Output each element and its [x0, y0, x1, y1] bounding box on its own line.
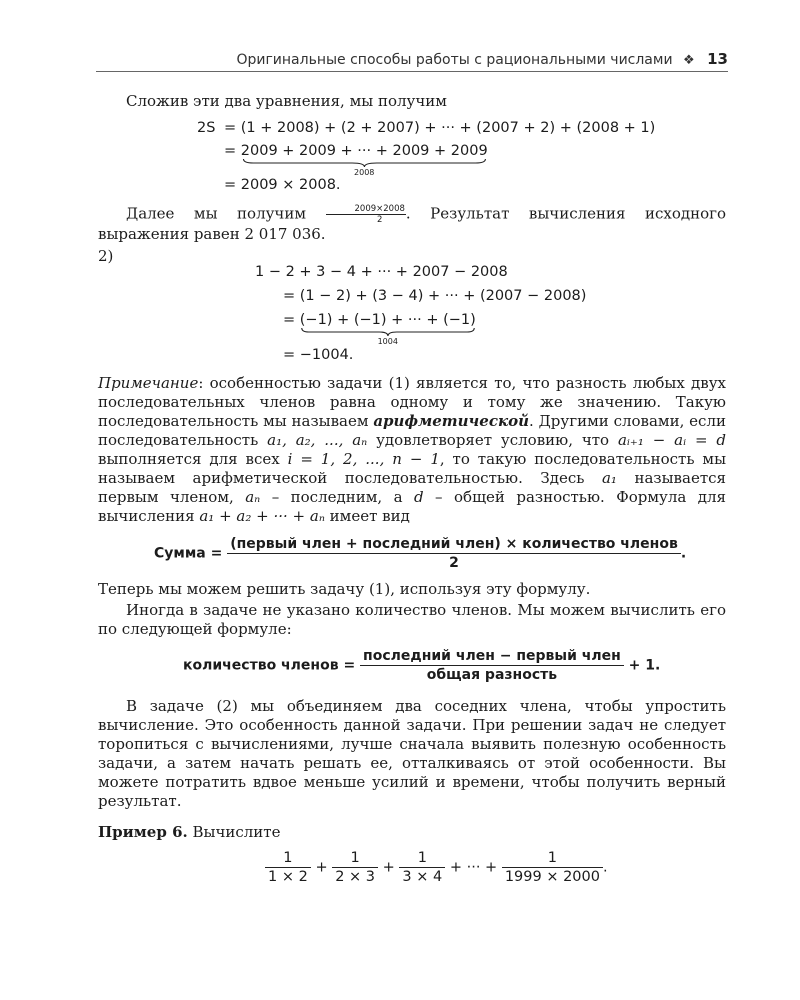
note-a1: a₁	[601, 469, 617, 487]
result-fraction	[326, 204, 406, 225]
formula2-den: общая разность	[426, 667, 558, 683]
example-heading	[98, 823, 726, 842]
note-seq: a₁, a₂, ..., aₙ	[267, 431, 368, 449]
formula2-num: последний член − первый член	[360, 648, 624, 666]
note-p5: , то такую последовательность мы называем арифметической последовательностью. Здесь	[98, 450, 727, 487]
formula1-lhs: Сумма =	[154, 545, 223, 562]
eq1-line2-brace-text: 2009 + 2009 + ··· + 2009 + 2009	[240, 143, 488, 159]
plus-1: +	[315, 859, 328, 876]
t4-num: 1	[502, 850, 603, 868]
plus-dots: + ··· +	[449, 859, 498, 876]
t3-num: 1	[399, 850, 445, 868]
example-term-2	[332, 850, 378, 885]
t2-num: 1	[332, 850, 378, 868]
header-title: Оригинальные способы работы с рациональными числами	[236, 52, 673, 68]
note-term: арифметической	[373, 412, 530, 430]
note-cond: aᵢ₊₁ − aᵢ = d	[617, 431, 726, 449]
formula1-end: .	[680, 545, 687, 562]
eq2-line3	[283, 312, 476, 346]
note-p8: – общей разностью. Формула для вычисления	[98, 488, 726, 525]
eq2-underbrace-group	[299, 312, 476, 346]
eq2-line1: 1 − 2 + 3 − 4 + ··· + 2007 − 2008	[255, 264, 508, 280]
example-label: Пример 6.	[98, 823, 188, 841]
underbrace-icon	[241, 158, 488, 168]
note-p4: выполняется для всех	[98, 450, 288, 468]
paragraph-count: Иногда в задаче не указано количество членов. Мы можем вычислить его по следующей формуле:	[98, 601, 726, 638]
eq1-under-label: 2008	[354, 168, 375, 177]
result-frac-den: 2	[377, 215, 383, 225]
note-p9: имеет вид	[324, 507, 410, 525]
formula2-fraction	[360, 648, 624, 683]
t2-den: 2 × 3	[335, 869, 376, 885]
eq1-lhs: 2S	[197, 120, 216, 136]
formula-example6	[265, 850, 608, 885]
note-p6: называется первым членом,	[98, 469, 726, 506]
page-number: 13	[707, 50, 728, 68]
example-text: Вычислите	[187, 823, 281, 841]
header-rule	[96, 71, 728, 72]
paragraph-task2: В задаче (2) мы объединяем два соседних члена, чтобы упростить вычисление. Это особенность данной задачи. При решении задач не следует торопиться с вычислениями, лучше сначала выявить полезную особенность задачи, а затем начать решать ее, отталкиваясь от этой особенности. Вы можете потратить вдвое меньше усилий и времени, чтобы получить верный результат.	[98, 697, 726, 810]
result-frac-num: 2009×2008	[326, 204, 406, 215]
note-p1: : особенностью задачи (1) является то, что разность любых двух последовательных членов равна одному и тому же значению. Такую последовательность мы называем	[98, 374, 726, 430]
formula2-end: + 1.	[628, 657, 661, 674]
result-paragraph	[98, 204, 726, 244]
diamond-ornament-icon: ❖	[683, 53, 695, 68]
formula1-num: (первый член + последний член) × количество членов	[227, 536, 681, 554]
formula1-fraction	[227, 536, 681, 571]
note-sum: a₁ + a₂ + ··· + aₙ	[199, 507, 325, 525]
formula-count	[183, 648, 660, 683]
running-header	[96, 50, 728, 72]
eq1-line2	[224, 143, 488, 177]
eq2-line3-brace-text: (−1) + (−1) + ··· + (−1)	[299, 312, 476, 328]
underbrace-icon	[300, 327, 476, 337]
note-p7: – последним, а	[260, 488, 414, 506]
formula1-den: 2	[449, 555, 459, 571]
eq2-line4: = −1004.	[283, 347, 354, 363]
note-range: i = 1, 2, ..., n − 1	[287, 450, 440, 468]
result-after: . Результат вычисления исходного выражения равен 2 017 036.	[98, 204, 727, 243]
example-term-4	[502, 850, 603, 885]
t1-num: 1	[265, 850, 311, 868]
paragraph-now: Теперь мы можем решить задачу (1), используя эту формулу.	[98, 580, 591, 598]
eq2-under-label: 1004	[377, 337, 398, 346]
part2-label: 2)	[98, 247, 114, 265]
note-p2: . Другими словами, если последовательность	[98, 412, 726, 449]
t3-den: 3 × 4	[402, 869, 443, 885]
t1-den: 1 × 2	[268, 869, 308, 885]
example-term-1	[265, 850, 311, 885]
eq1-line1: = (1 + 2008) + (2 + 2007) + ··· + (2007 + 2) + (2008 + 1)	[224, 120, 656, 136]
note-d: d	[414, 488, 424, 506]
eq2-line3-eq: =	[283, 312, 296, 328]
formula2-lhs: количество членов =	[183, 657, 356, 674]
result-before: Далее мы получим	[126, 204, 326, 223]
note-paragraph	[98, 374, 726, 526]
plus-2: +	[382, 859, 395, 876]
t4-den: 1999 × 2000	[504, 869, 600, 885]
eq1-line3: = 2009 × 2008.	[224, 177, 341, 193]
note-p3: удовлетворяет условию, что	[367, 431, 618, 449]
note-an: aₙ	[245, 488, 261, 506]
eq1-underbrace-group	[240, 143, 488, 177]
note-label: Примечание	[98, 374, 199, 392]
eq1-line2-eq: =	[224, 143, 237, 159]
formula-sum	[154, 536, 686, 571]
eq2-line2: = (1 − 2) + (3 − 4) + ··· + (2007 − 2008)	[283, 288, 587, 304]
intro-text: Сложив эти два уравнения, мы получим	[126, 92, 447, 110]
formula3-end: .	[602, 859, 608, 876]
example-term-3	[399, 850, 445, 885]
